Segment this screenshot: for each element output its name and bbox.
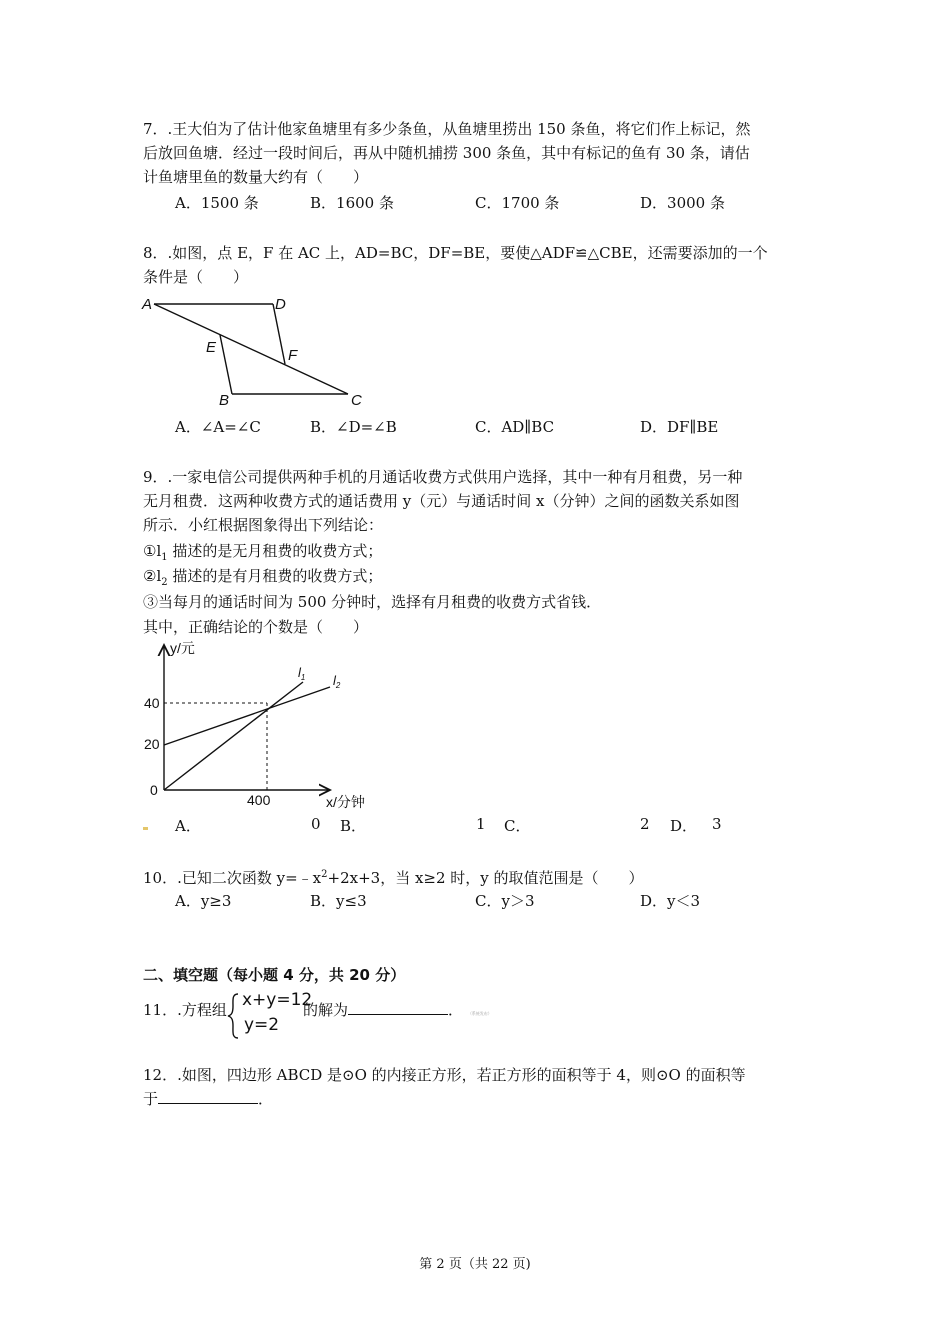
q8-label-e: E: [206, 339, 217, 356]
q9-line-2: 无月租费．这两种收费方式的通话费用 y（元）与通话时间 x（分钟）之间的函数关系如图: [143, 492, 740, 510]
q9-option-d-value: 3: [712, 815, 722, 833]
q9-function-graph: [140, 635, 380, 813]
q10-stem: 10．.已知二次函数 $y=﹣x^2+2x+3$，当 x≥2 时，y 的取值范围是（ ）: [143, 869, 644, 887]
q10-option-c[interactable]: C．y＞3: [475, 892, 535, 910]
q9-y-tick-0: 0: [150, 782, 158, 798]
q11-answer-blank[interactable]: [348, 998, 448, 1015]
q10-option-b[interactable]: B．y≤3: [310, 892, 367, 910]
q8-segment-eb: [220, 335, 232, 394]
q12-line-1: 12．.如图，四边形 ABCD 是⊙O 的内接正方形，若正方形的面积等于 4，则⊙O 的面积等: [143, 1066, 746, 1084]
q8-geometry-figure: [140, 290, 380, 410]
q9-y-tick-20: 20: [144, 736, 160, 752]
q11-suffix: 的解为 ． （系统发布）: [303, 998, 492, 1026]
q9-option-a-value: 0: [311, 815, 321, 833]
q7-line-3: 计鱼塘里鱼的数量大约有（ ）: [143, 168, 369, 186]
q8-segment-ac: [154, 304, 348, 394]
q8-option-a[interactable]: A．∠A=∠C: [175, 418, 261, 436]
q8-option-c[interactable]: C．AD∥BC: [475, 418, 555, 436]
q9-x-tick-400: 400: [247, 792, 271, 808]
q10-option-a[interactable]: A．y≥3: [175, 892, 232, 910]
q10-option-d[interactable]: D．y＜3: [640, 892, 701, 910]
q7-option-d[interactable]: D．3000 条: [640, 194, 725, 212]
q9-label-l1: $l_1$: [298, 665, 306, 682]
q9-option-b-letter[interactable]: B．: [340, 817, 367, 835]
q11-prefix: 11．.方程组: [143, 1001, 227, 1019]
q9-option-a-letter[interactable]: A．: [175, 817, 201, 835]
q9-marker-icon: [143, 827, 148, 830]
q9-conclusion-2: $②l_2$ 描述的是有月租费的收费方式；: [143, 567, 383, 588]
q9-y-tick-40: 40: [144, 695, 160, 711]
q9-line-1: 9．.一家电信公司提供两种手机的月通话收费方式供用户选择，其中一种有月租费，另一种: [143, 468, 743, 486]
q7-line-2: 后放回鱼塘．经过一段时间后，再从中随机捕捞 300 条鱼，其中有标记的鱼有 30 条，请估: [143, 144, 750, 162]
q11-equation-2: y=2: [244, 1015, 280, 1035]
q12-line-2: 于 ．: [143, 1087, 273, 1111]
q12-answer-blank[interactable]: [158, 1087, 258, 1104]
q8-label-d: D: [275, 296, 286, 313]
q9-option-c-letter[interactable]: C．: [504, 817, 531, 835]
q8-line-1: 8．.如图，点 E，F 在 AC 上，AD=BC，DF=BE，要使△ADF≌△CBE，还需要添加的一个: [143, 244, 768, 262]
q8-label-b: B: [219, 392, 230, 409]
q9-line-l2: [164, 687, 330, 745]
q8-segment-df: [273, 304, 285, 364]
q8-line-2: 条件是（ ）: [143, 268, 249, 286]
q7-option-c[interactable]: C．1700 条: [475, 194, 560, 212]
q8-option-b[interactable]: B．∠D=∠B: [310, 418, 397, 436]
q9-option-d-letter[interactable]: D．: [670, 817, 698, 835]
q11-brace: [226, 992, 240, 1040]
q9-option-b-value: 1: [476, 815, 486, 833]
section-2-title: 二、填空题（每小题 4 分，共 20 分）: [143, 966, 406, 984]
q9-label-l2: $l_2$: [333, 673, 341, 690]
page-footer: 第 2 页（共 22 页): [419, 1257, 531, 1272]
q7-option-a[interactable]: A．1500 条: [175, 194, 259, 212]
q9-conclusion-3: ③当每月的通话时间为 500 分钟时，选择有月租费的收费方式省钱．: [143, 593, 602, 611]
q9-line-l1: [164, 682, 303, 790]
q9-option-c-value: 2: [640, 815, 650, 833]
q9-x-axis-label: x/分钟: [326, 794, 365, 810]
q9-line-3: 所示．小红根据图象得出下列结论：: [143, 516, 384, 534]
q8-label-c: C: [351, 392, 362, 409]
q8-label-a: A: [142, 296, 153, 313]
q11-equation-1: x+y=12: [242, 990, 313, 1010]
q8-option-d[interactable]: D．DF∥BE: [640, 418, 719, 436]
q7-line-1: 7．.王大伯为了估计他家鱼塘里有多少条鱼，从鱼塘里捞出 150 条鱼，将它们作上标记，然: [143, 120, 751, 138]
q7-option-b[interactable]: B．1600 条: [310, 194, 394, 212]
q9-conclusion-1: $①l_1$ 描述的是无月租费的收费方式；: [143, 542, 383, 563]
q9-line-4: 其中，正确结论的个数是（ ）: [143, 618, 369, 636]
q8-label-f: F: [288, 347, 298, 364]
q9-y-axis-label: y/元: [170, 640, 195, 656]
